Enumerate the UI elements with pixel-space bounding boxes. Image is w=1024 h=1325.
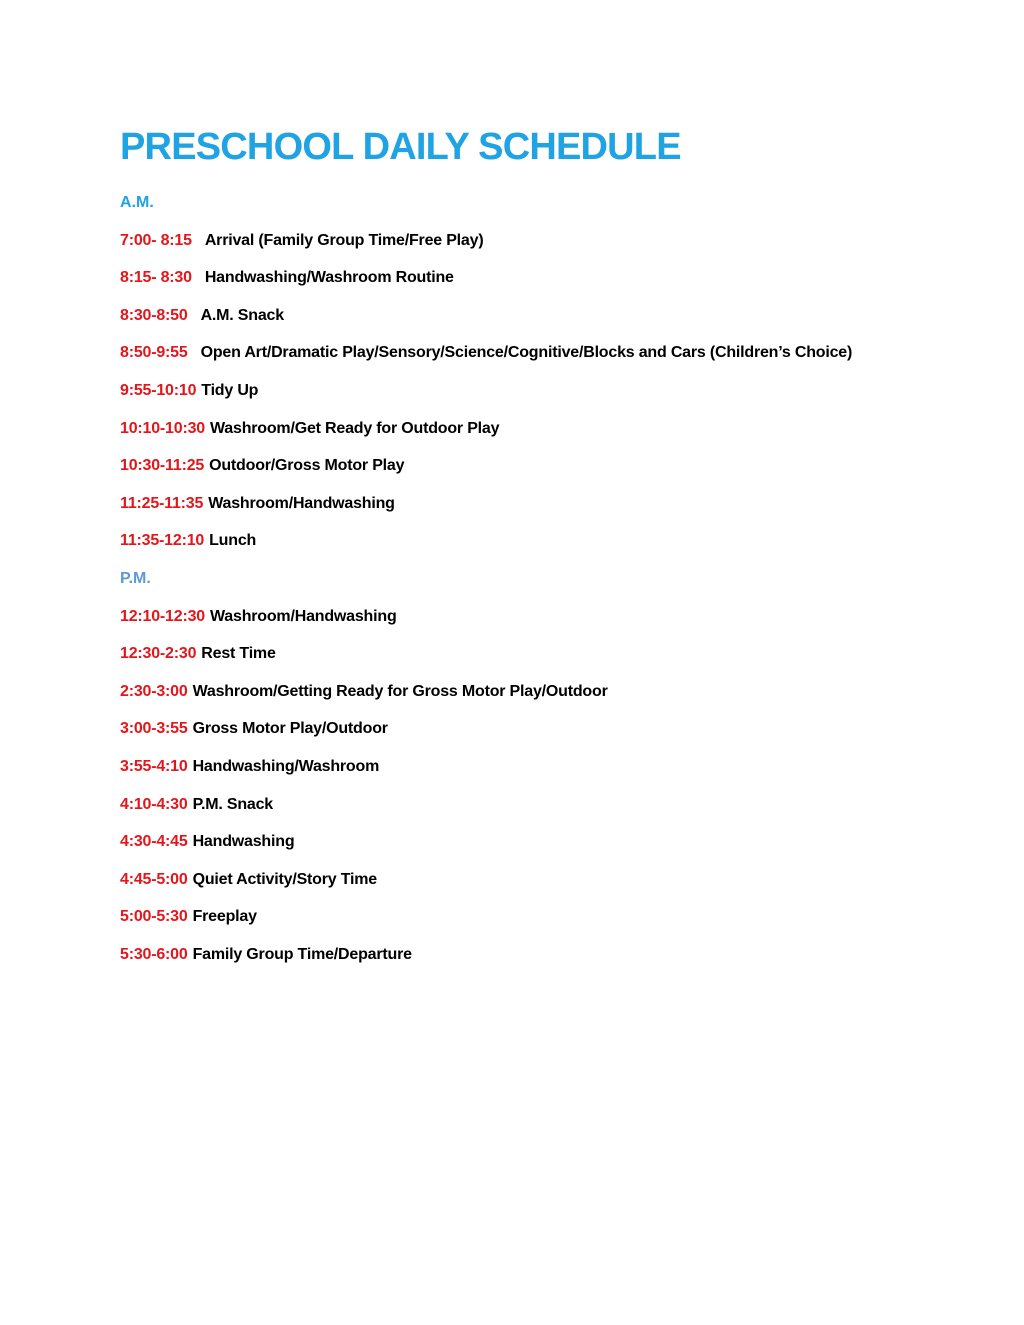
time-range: 11:25-11:35: [120, 494, 204, 512]
schedule-row: [120, 372, 980, 410]
activity: Arrival (Family Group Time/Free Play): [204, 231, 484, 249]
time-range: 8:50-9:55: [120, 344, 188, 362]
time-range: 4:45-5:00: [120, 870, 188, 888]
schedule-row: [120, 748, 980, 786]
time-range: 3:55-4:10: [120, 757, 188, 775]
activity: Rest Time: [201, 645, 276, 663]
time-range: 9:55-10:10: [120, 381, 197, 399]
activity: Tidy Up: [201, 381, 259, 399]
activity: Washroom/Handwashing: [208, 494, 395, 512]
am-section: [120, 184, 980, 560]
time-range: 5:00-5:30: [120, 908, 188, 926]
schedule-row: [120, 673, 980, 711]
am-section-label: A.M.: [120, 194, 154, 211]
activity: Handwashing/Washroom: [192, 757, 380, 775]
schedule-page: [120, 122, 980, 973]
activity: P.M. Snack: [192, 795, 273, 813]
activity: Handwashing: [192, 833, 295, 851]
time-range: 5:30-6:00: [120, 945, 188, 963]
schedule-row: [120, 522, 980, 560]
time-range: 4:30-4:45: [120, 833, 188, 851]
time-range: 4:10-4:30: [120, 795, 188, 813]
time-range: 12:10-12:30: [120, 607, 205, 625]
schedule-row: [120, 635, 980, 673]
activity: Handwashing/Washroom Routine: [204, 269, 454, 287]
schedule-row: [120, 936, 980, 974]
schedule-row: [120, 222, 980, 260]
activity: Washroom/Handwashing: [209, 607, 397, 625]
activity: Washroom/Get Ready for Outdoor Play: [209, 419, 500, 437]
schedule-row: [120, 898, 980, 936]
schedule-row: [120, 410, 980, 448]
page-title: PRESCHOOL DAILY SCHEDULE: [120, 126, 681, 168]
pm-section-label: P.M.: [120, 569, 151, 587]
time-range: 7:00- 8:15: [120, 231, 192, 249]
schedule-row: [120, 786, 980, 824]
time-range: 12:30-2:30: [120, 645, 197, 663]
schedule-row: [120, 334, 980, 372]
time-range: 10:30-11:25: [120, 457, 205, 475]
schedule-row: [120, 823, 980, 861]
schedule-row: [120, 598, 980, 636]
time-range: 8:30-8:50: [120, 306, 188, 324]
schedule-row: [120, 259, 980, 297]
schedule-row: [120, 485, 980, 523]
activity: Quiet Activity/Story Time: [192, 870, 377, 888]
time-range: 2:30-3:00: [120, 682, 188, 700]
pm-section: [120, 560, 980, 974]
activity: Lunch: [209, 532, 257, 550]
activity: Family Group Time/Departure: [192, 945, 412, 963]
schedule-row: [120, 710, 980, 748]
activity: Freeplay: [192, 908, 257, 926]
activity: Washroom/Getting Ready for Gross Motor Play/Outdoor: [192, 682, 608, 700]
time-range: 10:10-10:30: [120, 419, 205, 437]
schedule-row: [120, 861, 980, 899]
time-range: 11:35-12:10: [120, 532, 205, 550]
activity: Open Art/Dramatic Play/Sensory/Science/Cognitive/Blocks and Cars (Children’s Choice): [200, 344, 853, 362]
activity: A.M. Snack: [200, 306, 284, 324]
activity: Outdoor/Gross Motor Play: [209, 457, 405, 475]
schedule-row: [120, 297, 980, 335]
activity: Gross Motor Play/Outdoor: [192, 720, 388, 738]
time-range: 8:15- 8:30: [120, 269, 192, 287]
time-range: 3:00-3:55: [120, 720, 188, 738]
schedule-row: [120, 447, 980, 485]
